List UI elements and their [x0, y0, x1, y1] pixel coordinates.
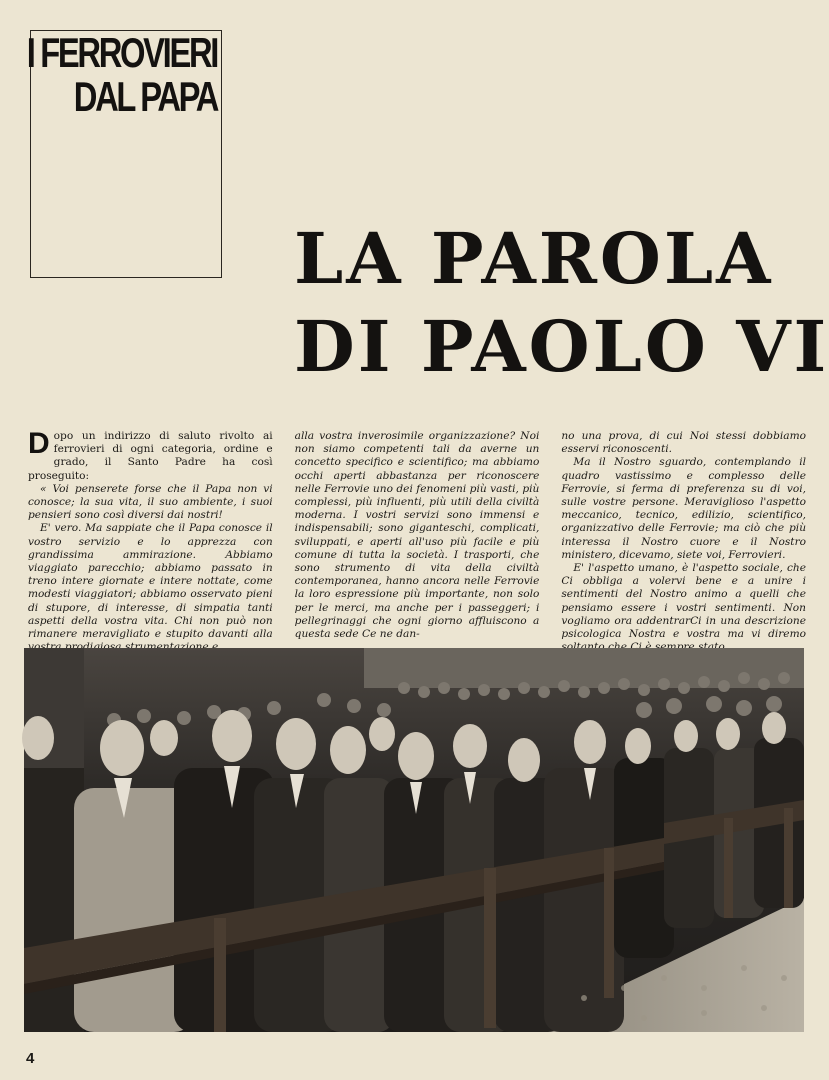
paragraph: Ma il Nostro sguardo, contemplando il quadro vastissimo e complesso delle Ferrovie, si ferma di preferenza su di voi, sulle vostre persone. Meraviglioso l'aspetto meccanico, tecnico, edilizio, scientifico, organizzativo delle Ferrovie; ma ciò che più interessa il Nostro cuore e il Nostro ministero, dicevamo, siete voi, Ferrovieri.: [561, 456, 807, 561]
article-body: [28, 427, 807, 641]
paragraph: « Voi penserete forse che il Papa non vi conosce; la sua vita, il suo ambiente, i suoi pensieri sono così diversi dai nostri!: [28, 482, 273, 522]
paragraph: no una prova, di cui Noi stessi dobbiamo esservi riconoscenti.: [561, 430, 807, 456]
paragraph-text: opo un indirizzo di saluto rivolto ai ferrovieri di ogni categoria, ordine e grado, il Santo Padre ha così proseguito:: [28, 430, 273, 482]
article-column-2: [294, 430, 540, 641]
congregation-photo: [24, 648, 804, 1032]
kicker-line-1: I FERROVIERI: [26, 29, 217, 76]
headline-line-1: LA PAROLA: [294, 217, 774, 300]
paragraph: alla vostra inverosimile organizzazione? Noi non siamo competenti tali da averne un concetto specifico e scientifico; ma abbiamo occhi aperti abbastanza per riconoscere nelle Ferrovie uno dei fenomeni più vasti, più complessi, più influenti, più utili della civiltà moderna. I vostri servizi sono immensi e indispensabili; sono giganteschi, complicati, sviluppati, e aperti all'uso più facile e più comune di tutta la società. I trasporti, che sono strumento di vita della civiltà contemporanea, hanno ancora nelle Ferrovie la loro espressione più importante, non solo per le merci, ma anche per i passeggeri; i pellegrinaggi che ogni giorno affluiscono a questa sede Ce ne dan-: [294, 430, 540, 641]
kicker-title: [27, 31, 217, 119]
page-number: 4: [26, 1050, 35, 1067]
paragraph: E' vero. Ma sappiate che il Papa conosce il vostro servizio e lo apprezza con grandissima ammirazione. Abbiamo viaggiato parecchio; abbiamo passato in treno intere giornate e intere nottate, come modesti viaggiatori; abbiamo osservato pieni di stupore, di interesse, di simpatia tanti aspetti della vostra vita. Chi non può non rimanere meravigliato e stupito davanti alla: [28, 522, 273, 641]
paragraph: E' l'aspetto umano, è l'aspetto sociale, che Ci obbliga a volervi bene e a unire i sentimenti del Nostro animo a quelli che pensiamo essere i vostri sentimenti. Non vogliamo ora addentrarCi in una descrizione psicologica Nostra e vostra ma vi diremo: [561, 562, 807, 641]
article-column-1: [28, 427, 273, 641]
article-column-3: [561, 430, 807, 641]
drop-cap: D: [28, 427, 50, 460]
photo-illustration: [24, 648, 804, 1032]
kicker-line-2: DAL PAPA: [73, 73, 217, 120]
kicker-box: [26, 29, 222, 278]
headline-line-2: DI PAOLO VI: [294, 305, 829, 388]
headline: [294, 215, 829, 391]
paragraph: [28, 427, 273, 483]
